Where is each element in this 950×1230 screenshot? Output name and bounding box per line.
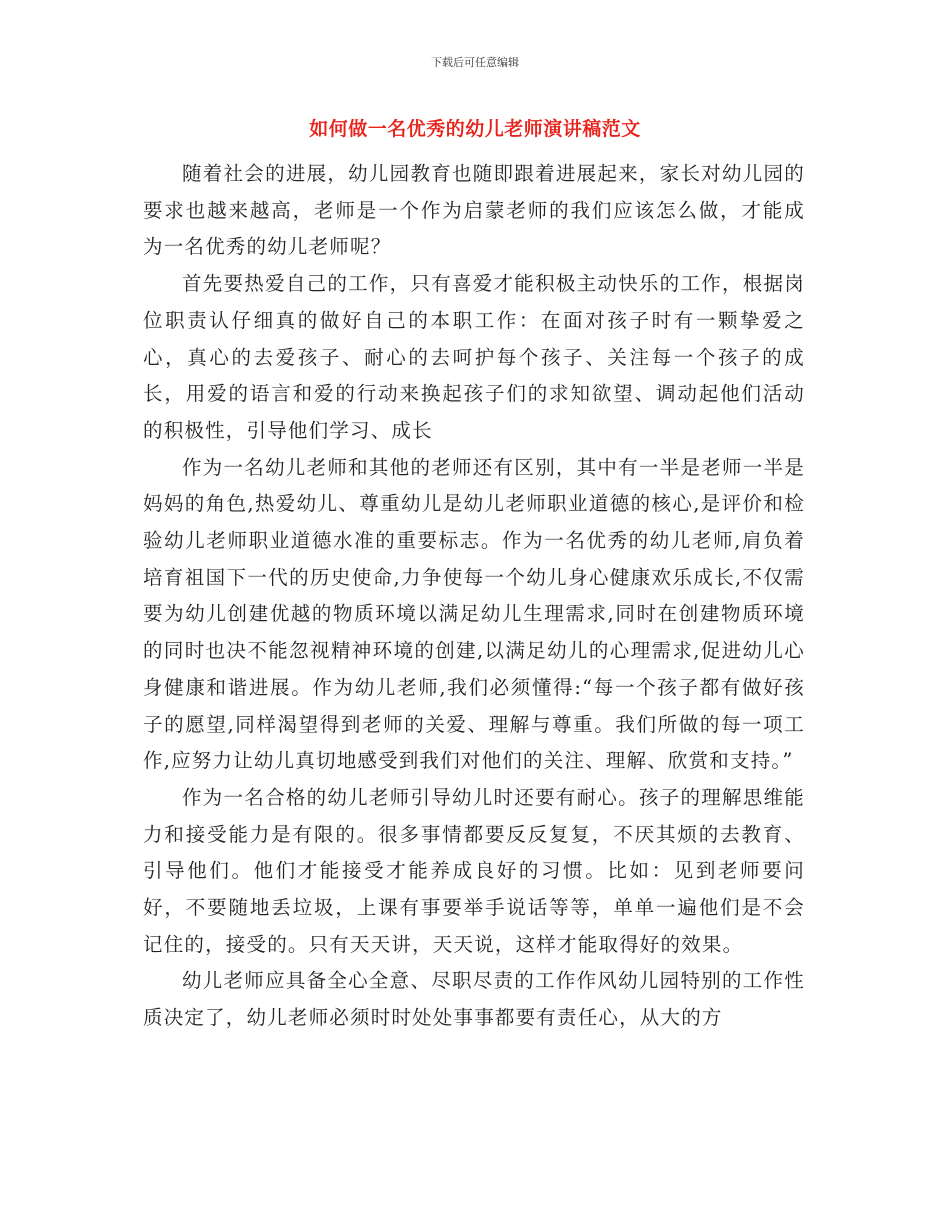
paragraph: 首先要热爱自己的工作，只有喜爱才能积极主动快乐的工作，根据岗位职责认仔细真的做好自己的本职工作：在面对孩子时有一颗挚爱之心，真心的去爱孩子、耐心的去呵护每个孩子、关注每一个孩子的成长，用爱的语言和爱的行动来换起孩子们的求知欲望、调动起他们活动的积极性，引导他们学习、成长	[143, 272, 805, 442]
paragraph: 作为一名幼儿老师和其他的老师还有区别，其中有一半是老师一半是妈妈的角色,热爱幼儿、尊重幼儿是幼儿老师职业道德的核心,是评价和检验幼儿老师职业道德水准的重要标志。作为一名优秀的幼儿老师,肩负着培育祖国下一代的历史使命,力争使每一个幼儿身心健康欢乐成长,不仅需要为幼儿创建优越的物质环境以满足幼儿生理需求,同时在创建物质环境的同时也决不能忽视精神环境的创建,以满足幼儿的心理需求,促进幼儿心身健康和谐进展。作为幼儿老师,我们必须懂得:“每一个孩子都有做好孩子的愿望,同样渴望得到老师的关爱、理解与尊重。我们所做的每一项工作,应努力让幼儿真切地感受到我们对他们的关注、理解、欣赏和支持。”	[143, 455, 805, 773]
paragraph: 作为一名合格的幼儿老师引导幼儿时还要有耐心。孩子的理解思维能力和接受能力是有限的。很多事情都要反反复复，不厌其烦的去教育、引导他们。他们才能接受才能养成良好的习惯。比如：见到老师要问好，不要随地丢垃圾，上课有事要举手说话等等，单单一遍他们是不会记住的，接受的。只有天天讲，天天说，这样才能取得好的效果。	[143, 785, 805, 956]
paragraph: 随着社会的进展，幼儿园教育也随即跟着进展起来，家长对幼儿园的要求也越来越高，老师是一个作为启蒙老师的我们应该怎么做，才能成为一名优秀的幼儿老师呢？	[143, 162, 805, 259]
paragraph: 幼儿老师应具备全心全意、尽职尽责的工作作风幼儿园特别的工作性质决定了，幼儿老师必须时时处处事事都要有责任心，从大的方	[143, 969, 805, 1030]
header-note: 下载后可任意编辑	[431, 56, 519, 69]
document-body	[143, 156, 805, 1037]
document-title: 如何做一名优秀的幼儿老师演讲稿范文	[309, 118, 641, 140]
